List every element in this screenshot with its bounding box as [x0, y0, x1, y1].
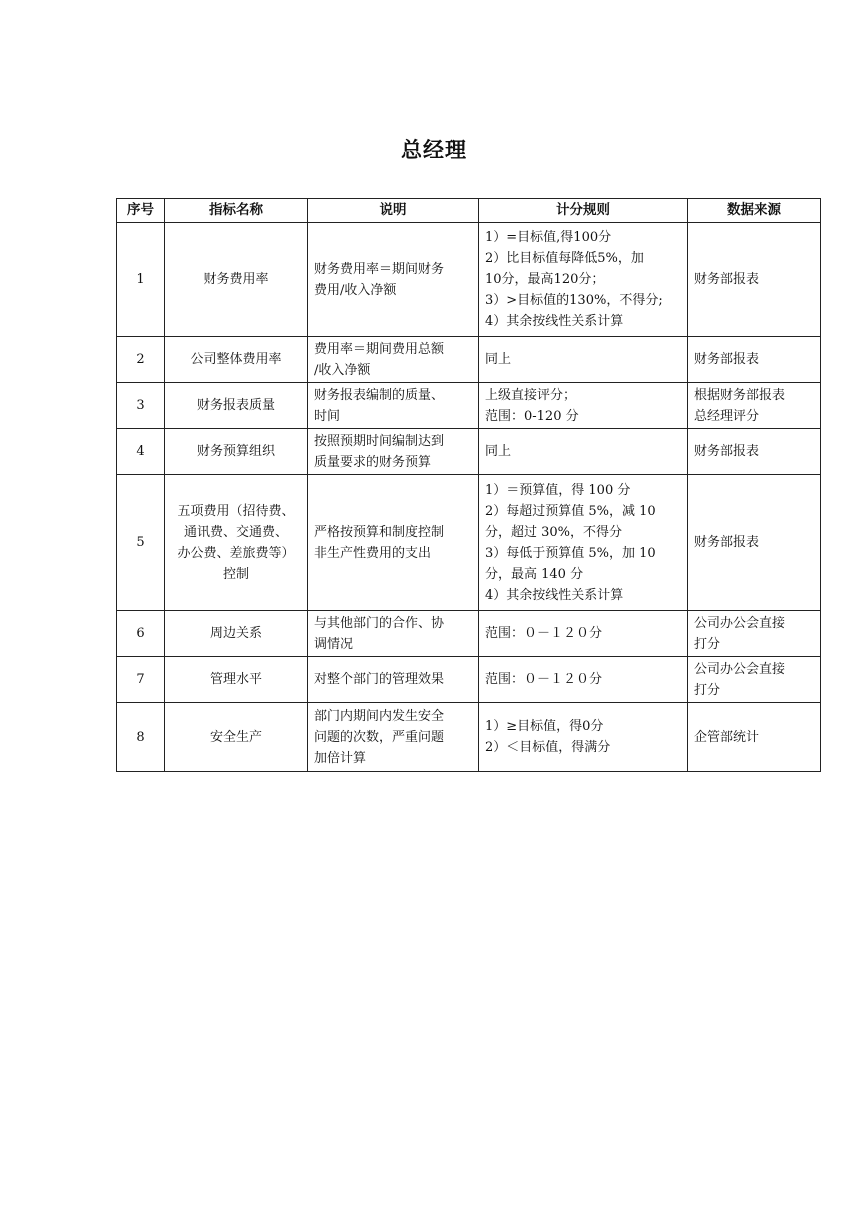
cell-indicator-name — [165, 657, 308, 703]
cell-scoring-rule-line: 1）≥目标值，得0分 — [485, 719, 604, 734]
cell-scoring-rule-line: 2）比目标值每降低5%，加 — [485, 251, 644, 266]
table-row — [117, 475, 821, 611]
cell-indicator-name-line: 五项费用（招待费、 — [177, 503, 295, 519]
cell-scoring-rule — [479, 337, 688, 383]
cell-data-source-line: 公司办公会直接 — [694, 661, 786, 677]
cell-no: 7 — [117, 657, 165, 703]
cell-data-source — [688, 611, 821, 657]
cell-scoring-rule-line: 3）>目标值的130%，不得分; — [485, 293, 663, 308]
cell-description — [308, 223, 479, 337]
cell-description — [308, 337, 479, 383]
cell-scoring-rule — [479, 703, 688, 772]
cell-indicator-name-line: 财务预算组织 — [196, 444, 275, 459]
cell-data-source — [688, 337, 821, 383]
cell-indicator-name — [165, 429, 308, 475]
cell-description-line: 调情况 — [314, 636, 354, 652]
table-row — [117, 223, 821, 337]
cell-description — [308, 703, 479, 772]
cell-scoring-rule — [479, 429, 688, 475]
cell-scoring-rule — [479, 657, 688, 703]
cell-indicator-name — [165, 383, 308, 429]
cell-data-source — [688, 475, 821, 611]
cell-scoring-rule — [479, 475, 688, 611]
cell-data-source-line: 总经理评分 — [694, 408, 760, 424]
table-row — [117, 703, 821, 772]
header-description: 说明 — [308, 199, 479, 223]
cell-indicator-name — [165, 337, 308, 383]
cell-description-line: 按照预期时间编制达到 — [314, 433, 445, 449]
cell-indicator-name-line: 通讯费、交通费、 — [183, 524, 288, 540]
cell-no: 4 — [117, 429, 165, 475]
header-data-source: 数据来源 — [688, 199, 821, 223]
cell-data-source — [688, 223, 821, 337]
cell-indicator-name-line: 财务费用率 — [203, 272, 269, 287]
cell-description-line: 财务报表编制的质量、 — [314, 387, 445, 403]
cell-no: 2 — [117, 337, 165, 383]
cell-description-line: 时间 — [314, 408, 341, 424]
cell-no: 8 — [117, 703, 165, 772]
cell-indicator-name-line: 办公费、差旅费等） — [177, 545, 295, 561]
cell-no: 6 — [117, 611, 165, 657]
cell-indicator-name — [165, 703, 308, 772]
table-row — [117, 611, 821, 657]
cell-scoring-rule-line: 同上 — [485, 444, 512, 459]
cell-scoring-rule-line: 3）每低于预算值 5%，加 10 — [485, 545, 656, 561]
cell-scoring-rule-line: 同上 — [485, 352, 512, 367]
cell-indicator-name-line: 周边关系 — [209, 626, 262, 641]
cell-description-line: 严格按预算和制度控制 — [314, 524, 445, 540]
cell-scoring-rule-line: 2）＜目标值，得满分 — [485, 740, 611, 755]
cell-scoring-rule-line: 分，最高 140 分 — [485, 566, 584, 582]
cell-indicator-name-line: 控制 — [222, 566, 249, 582]
cell-data-source-line: 财务部报表 — [694, 272, 760, 287]
table-row — [117, 429, 821, 475]
cell-indicator-name-line: 管理水平 — [209, 672, 262, 687]
cell-description-line: 非生产性费用的支出 — [314, 545, 432, 561]
cell-scoring-rule-line: 2）每超过预算值 5%，减 10 — [485, 503, 656, 519]
header-scoring-rule: 计分规则 — [479, 199, 688, 223]
header-indicator-name: 指标名称 — [165, 199, 308, 223]
cell-data-source-line: 打分 — [694, 636, 721, 652]
cell-no: 1 — [117, 223, 165, 337]
cell-description — [308, 475, 479, 611]
table-row — [117, 657, 821, 703]
cell-data-source — [688, 657, 821, 703]
cell-description-line: 质量要求的财务预算 — [314, 454, 432, 470]
cell-scoring-rule — [479, 611, 688, 657]
cell-indicator-name-line: 财务报表质量 — [196, 398, 275, 413]
cell-data-source-line: 财务部报表 — [694, 352, 760, 367]
cell-data-source — [688, 429, 821, 475]
cell-scoring-rule-line: 4）其余按线性关系计算 — [485, 587, 624, 603]
cell-data-source — [688, 703, 821, 772]
cell-description-line: 费用/收入净额 — [314, 282, 397, 298]
cell-description-line: /收入净额 — [314, 362, 371, 378]
table-row — [117, 383, 821, 429]
cell-scoring-rule-line: 10分，最高120分； — [485, 272, 605, 287]
cell-scoring-rule-line: 范围：0-120 分 — [485, 408, 579, 424]
cell-description-line: 部门内期间内发生安全 — [314, 708, 445, 724]
cell-scoring-rule-line: 范围：０－１２０分 — [485, 626, 603, 641]
cell-indicator-name-line: 安全生产 — [209, 729, 262, 745]
table-header-row — [117, 199, 821, 223]
cell-data-source-line: 根据财务部报表 — [694, 387, 786, 403]
cell-no: 3 — [117, 383, 165, 429]
cell-data-source-line: 打分 — [694, 682, 721, 698]
cell-indicator-name — [165, 223, 308, 337]
cell-description-line: 对整个部门的管理效果 — [314, 672, 445, 687]
cell-scoring-rule-line: 上级直接评分； — [485, 387, 577, 403]
cell-data-source-line: 财务部报表 — [694, 535, 760, 550]
cell-no: 5 — [117, 475, 165, 611]
cell-scoring-rule-line: 分，超过 30%，不得分 — [485, 524, 623, 540]
kpi-table — [116, 198, 821, 772]
cell-description — [308, 657, 479, 703]
cell-scoring-rule-line: 4）其余按线性关系计算 — [485, 314, 624, 329]
cell-description — [308, 383, 479, 429]
cell-scoring-rule — [479, 223, 688, 337]
table-row — [117, 337, 821, 383]
cell-scoring-rule-line: 1）=目标值,得100分 — [485, 230, 612, 245]
cell-indicator-name-line: 公司整体费用率 — [190, 352, 282, 367]
cell-data-source-line: 财务部报表 — [694, 444, 760, 459]
cell-description-line: 费用率＝期间费用总额 — [314, 341, 445, 357]
cell-description-line: 财务费用率＝期间财务 — [314, 261, 445, 277]
page-title: 总经理 — [401, 138, 467, 162]
cell-description-line: 问题的次数，严重问题 — [314, 729, 445, 745]
cell-scoring-rule-line: 范围：０－１２０分 — [485, 672, 603, 687]
header-no: 序号 — [117, 199, 165, 223]
cell-data-source-line: 企管部统计 — [694, 729, 760, 745]
cell-description — [308, 429, 479, 475]
cell-data-source — [688, 383, 821, 429]
cell-scoring-rule — [479, 383, 688, 429]
cell-description — [308, 611, 479, 657]
cell-data-source-line: 公司办公会直接 — [694, 615, 786, 631]
cell-scoring-rule-line: 1）＝预算值，得 100 分 — [485, 482, 631, 498]
cell-description-line: 加倍计算 — [314, 750, 367, 766]
cell-description-line: 与其他部门的合作、协 — [314, 615, 445, 631]
cell-indicator-name — [165, 611, 308, 657]
cell-indicator-name — [165, 475, 308, 611]
